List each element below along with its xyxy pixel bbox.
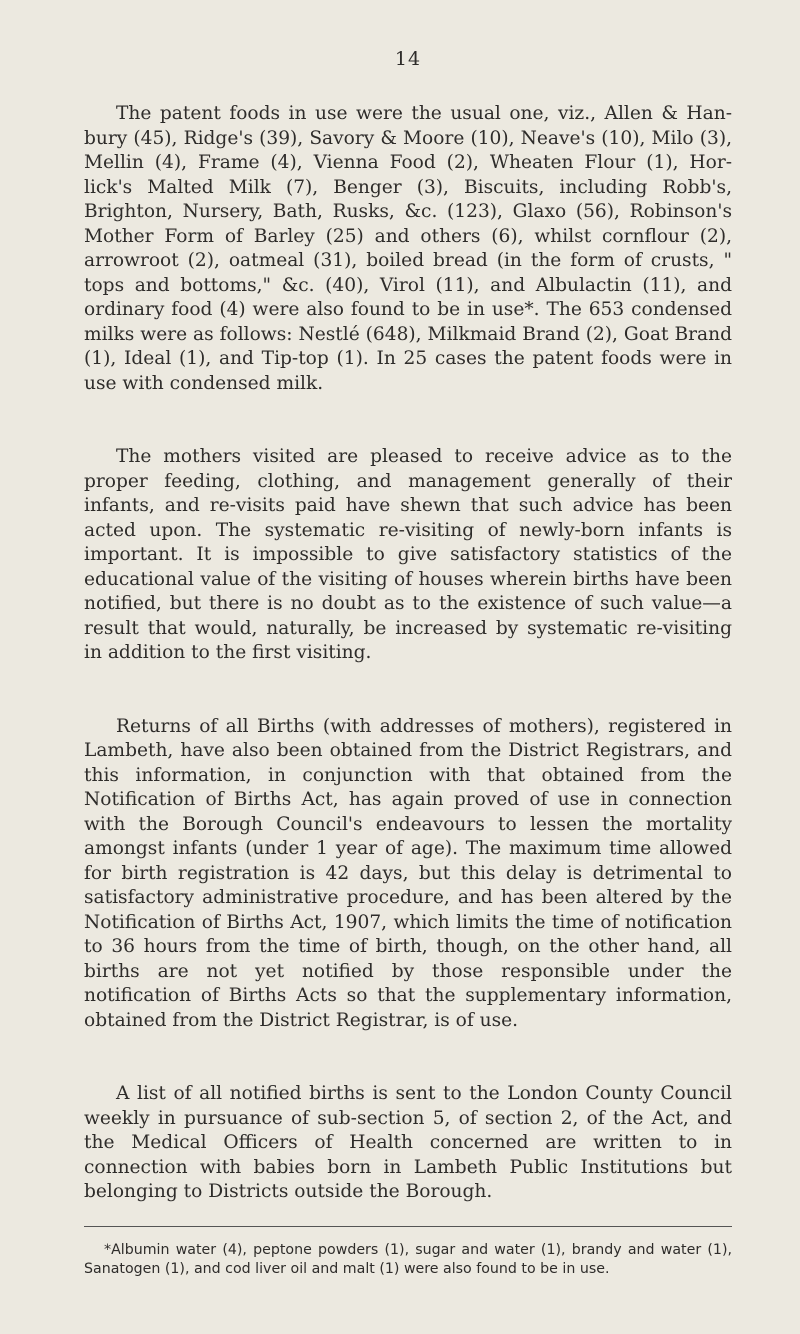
paragraph-list-of-notified-births: A list of all notified births is sent to the London County Council weekly in pursuance of sub-section 5, of section 2, of the Act, and the Medical Officers of Health concerned are written to in connection with babies born in Lambeth Public Institutions but belonging to Districts outside the Borough. (84, 1083, 732, 1202)
paragraph-gap (84, 396, 732, 445)
document-page (84, 48, 732, 1279)
footnote-divider (84, 1226, 732, 1227)
footnote: *Albumin water (4), peptone powders (1), sugar and water (1), brandy and water (1), Sanatogen (1), and cod liver oil and malt (1) were also found to be in use. (84, 1241, 732, 1277)
paragraph-gap (84, 666, 732, 715)
paragraph-gap (84, 1033, 732, 1082)
paragraph-mothers-visited: The mothers visited are pleased to receive advice as to the proper feeding, clothing, and management generally of their infants, and re-visits paid have shewn that such advice has been acted upon. The systematic re-visiting of newly-born infants is important. It is impossible to give satisfactory statistics of the educational value of the visiting of houses wherein births have been notified, but there is no doubt as to the existence of such value—a result that would, naturally, be increased by systematic re-visiting in addition to the first visiting. (84, 446, 732, 663)
page-number: 14 (394, 48, 422, 70)
paragraph-returns-of-births: Returns of all Births (with addresses of mothers), registered in Lambeth, have also been obtained from the District Registrars, and this information, in conjunction with that obtained from the Notification of Births Act, has again proved of use in connection with the Borough Council's endeavours to lessen the mortality amongst infants (under 1 year of age). The maximum time allowed for birth registration is 42 days, but this delay is detrimental to satisfactory administrative procedure, and has been altered by the Notification of Births Act, 1907, which limits the time of notification to 36 hours from the time of birth, though, on the other hand, all births are not yet notified by those responsible under the notification of Births Acts so that the supplementary information, obtained from the District Registrar, is of use. (84, 715, 732, 1031)
paragraph-patent-foods: The patent foods in use were the usual one, viz., Allen & Han- bury (45), Ridge's (39), Savory & Moore (10), Neave's (10), Milo (3), Mellin (4), Frame (4), Vienna Food (2), Wheaten Flour (1), Hor- lick's Malted Milk (7), Benger (3), Biscuits, including Robb's, Brighton, Nursery, Bath, Rusks, &c. (123), Glaxo (56), Robinson's Mother Form of Barley (25) and others (6), whilst cornflour (2), arrowroot (2), oatmeal (31), boiled bread (in the form of crusts, " tops and bottoms," &c. (40), Virol (11), and Albulactin (11), and ordinary food (4) were also found to be in use*. The 653 condensed milks were as follows: Nestlé (648), Milkmaid Brand (2), Goat Brand (1), Ideal (1), and Tip-top (1). In 25 cases the patent foods were in use with condensed milk. (84, 103, 732, 394)
